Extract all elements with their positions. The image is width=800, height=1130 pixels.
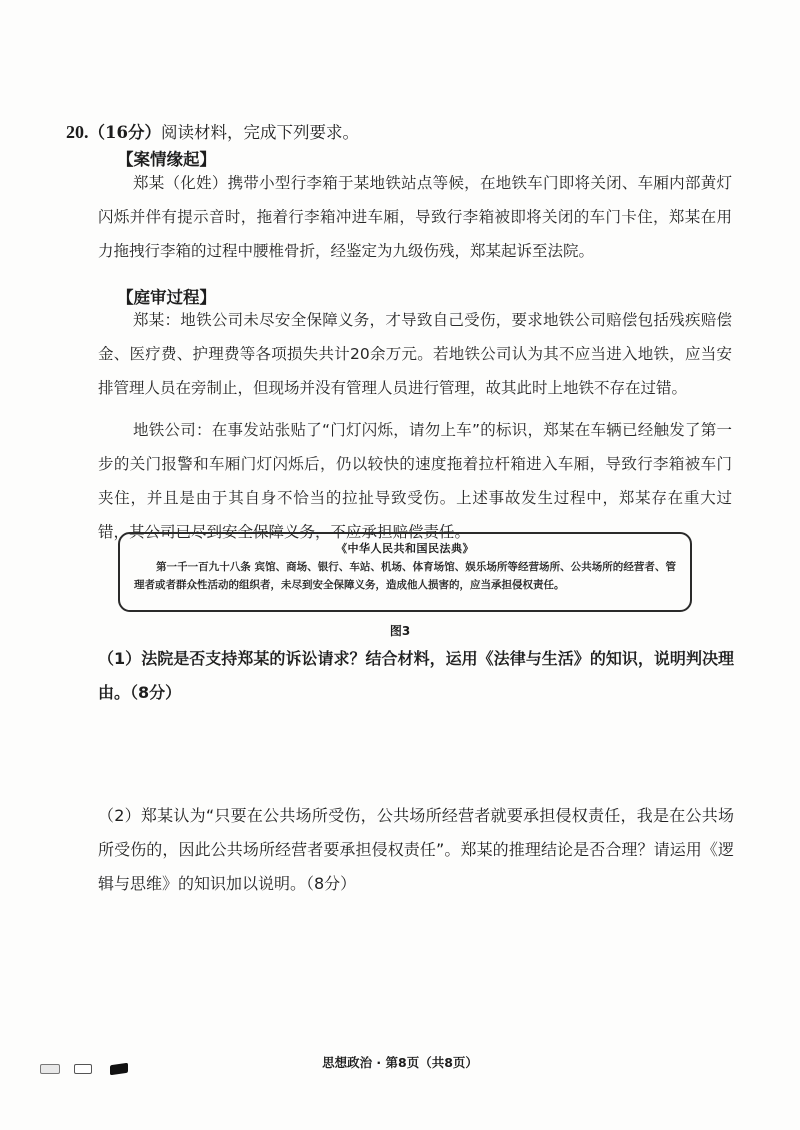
page-footer: 思想政治 · 第8页（共8页） xyxy=(322,1055,478,1070)
case-origin-title: 【案情缘起】 xyxy=(117,150,216,169)
question-instruction: 阅读材料，完成下列要求。 xyxy=(160,123,359,142)
trial-title: 【庭审过程】 xyxy=(117,288,216,307)
defendant-statement: 地铁公司：在事发站张贴了“门灯闪烁，请勿上车”的标识，郑某在车辆已经触发了第一步的关门报警和车厢门灯闪烁后，仍以较快的速度拖着拉杆箱进入车厢，导致行李箱被车门夹住，并且是由于其自身不恰当的拉扯导致受伤。上述事故发生过程中，郑某存在重大过错，其公司已尽到安全保障义务，不应承担赔偿责任。 xyxy=(98,421,732,541)
law-title: 《中华人民共和国民法典》 xyxy=(336,542,474,555)
question-number: 20. xyxy=(66,122,89,142)
question-score: （16分） xyxy=(88,123,161,142)
figure-caption: 图3 xyxy=(389,624,411,638)
sub-question-2: （2）郑某认为“只要在公共场所受伤，公共场所经营者就要承担侵权责任，我是在公共场所受伤的，因此公共场所经营者要承担侵权责任”。郑某的推理结论是否合理？请运用《逻辑与思维》的知识加以说明。（8分） xyxy=(98,806,734,893)
law-text: 第一千一百九十八条 宾馆、商场、银行、车站、机场、体育场馆、娱乐场所等经营场所、公共场所的经营者、管理者或者群众性活动的组织者，未尽到安全保障义务，造成他人损害的，应当承担侵权责任。 xyxy=(134,561,676,591)
law-excerpt-box xyxy=(118,532,692,612)
plaintiff-statement: 郑某：地铁公司未尽安全保障义务，才导致自己受伤，要求地铁公司赔偿包括残疾赔偿金、医疗费、护理费等各项损失共计20余万元。若地铁公司认为其不应当进入地铁，应当安排管理人员在旁制止，但现场并没有管理人员进行管理，故其此时上地铁不存在过错。 xyxy=(98,311,732,397)
sub-question-1: （1）法院是否支持郑某的诉讼请求？结合材料，运用《法律与生活》的知识，说明判决理由。（8分） xyxy=(98,649,734,702)
question-header xyxy=(66,120,359,145)
case-origin-text: 郑某（化姓）携带小型行李箱于某地铁站点等候，在地铁车门即将关闭、车厢内部黄灯闪烁并伴有提示音时，拖着行李箱冲进车厢，导致行李箱被即将关闭的车门卡住，郑某在用力拖拽行李箱的过程中腰椎骨折，经鉴定为九级伤残，郑某起诉至法院。 xyxy=(98,174,732,260)
